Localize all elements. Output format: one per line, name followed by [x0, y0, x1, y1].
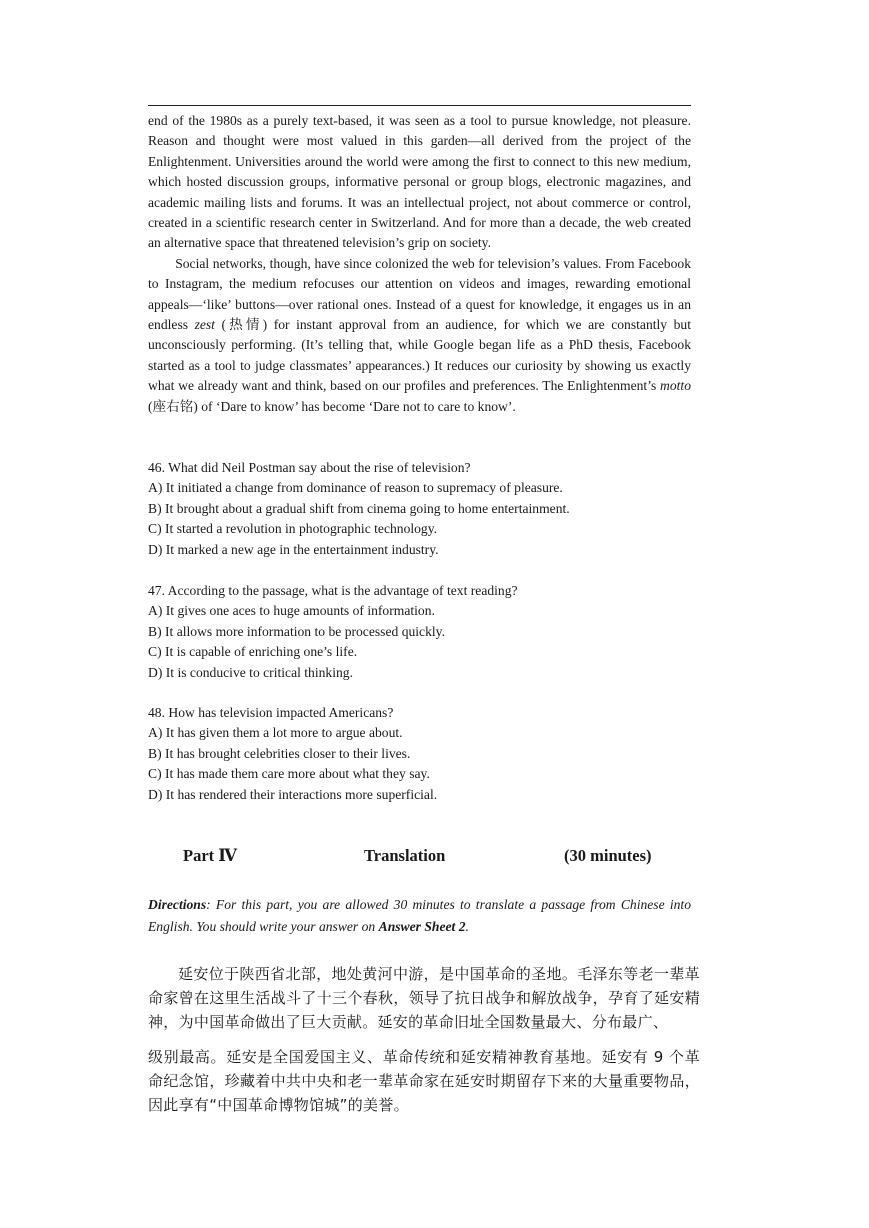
- zest-word: zest: [194, 317, 215, 333]
- option-a: A) It gives one aces to huge amounts of information.: [148, 603, 435, 619]
- option-c: C) It started a revolution in photographic technology.: [148, 521, 438, 537]
- option-b: B) It has brought celebrities closer to their lives.: [148, 745, 411, 761]
- passage-p2-text-b: (热情) for instant approval from an audience, for which we are constantly but unconsciously performing. (It’s telling that, while Google began life as a PhD thesis, Facebook started as a tool to judge classmates’ appearances.) It reduces our curiosity by showing us exactly what we already want and think, based on our profiles and preferences. The Enlightenment’s: [148, 317, 691, 394]
- part-label: Part Ⅳ: [183, 846, 237, 865]
- top-divider: [148, 105, 691, 106]
- motto-word: motto: [660, 378, 691, 394]
- translation-text-block-2: 级别最高。延安是全国爱国主义、革命传统和延安精神教育基地。延安有 9 个革命纪念馆，珍藏着中共中央和老一辈革命家在延安时期留存下来的大量重要物品，因此享有“中国革命博物馆城”的美誉。: [148, 1048, 700, 1114]
- question-46: [148, 458, 691, 560]
- directions: [148, 894, 691, 938]
- part-time: (30 minutes): [564, 846, 652, 865]
- passage-p2-text-c: (座右铭) of ‘Dare to know’ has become ‘Dare not to care to know’.: [148, 398, 516, 414]
- option-a: A) It has given them a lot more to argue about.: [148, 725, 403, 741]
- question-stem: 47. According to the passage, what is the advantage of text reading?: [148, 583, 518, 598]
- option-a: A) It initiated a change from dominance of reason to supremacy of pleasure.: [148, 480, 563, 496]
- option-d: D) It is conducive to critical thinking.: [148, 664, 353, 680]
- option-d: D) It has rendered their interactions more superficial.: [148, 786, 438, 802]
- part-title: Translation: [364, 846, 446, 865]
- option-c: C) It is capable of enriching one’s life.: [148, 644, 358, 660]
- option-b: B) It allows more information to be processed quickly.: [148, 623, 445, 639]
- option-b: B) It brought about a gradual shift from cinema going to home entertainment.: [148, 500, 570, 516]
- question-stem: 46. What did Neil Postman say about the rise of television?: [148, 460, 471, 475]
- question-stem: 48. How has television impacted Americans?: [148, 705, 394, 720]
- answer-sheet-ref: Answer Sheet 2: [378, 919, 466, 934]
- directions-end: .: [465, 919, 469, 934]
- option-c: C) It has made them care more about what they say.: [148, 766, 430, 782]
- question-47: [148, 581, 691, 683]
- directions-text: : For this part, you are allowed 30 minutes to translate a passage from Chinese into English. You should write your answer on: [148, 897, 691, 934]
- directions-lead: Directions: [148, 897, 207, 912]
- question-48: [148, 703, 691, 805]
- option-d: D) It marked a new age in the entertainment industry.: [148, 541, 439, 557]
- passage-p2-text-a: Social networks, though, have since colonized the web for television’s values. From Facebook to Instagram, the medium refocuses our attention on videos and images, rewarding emotional appeals—‘like’ buttons—over rational ones. Instead of a quest for knowledge, it engages us in an endless: [148, 255, 691, 333]
- passage-paragraph-1: end of the 1980s as a purely text-based, it was seen as a tool to pursue knowledge, not pleasure. Reason and thought were most valued in this garden—all derived from the project of the Enlightenment. Universities around the world were among the first to connect to this new medium, which hosted discussion groups, informative personal or group blogs, electronic magazines, and academic mailing lists and forums. It was an intellectual project, not about commerce or control, created in a scientific research center in Switzerland. And for more than a decade, the web created an alternative space that threatened television’s grip on society.: [148, 113, 691, 251]
- translation-text-block-1: 延安位于陕西省北部，地处黄河中游，是中国革命的圣地。毛泽东等老一辈革命家曾在这里生活战斗了十三个春秋，领导了抗日战争和解放战争，孕育了延安精神，为中国革命做出了巨大贡献。延安的革命旧址全国数量最大、分布最广、: [148, 965, 700, 1031]
- passage-paragraph-2: [148, 254, 691, 417]
- reading-passage: [148, 111, 691, 417]
